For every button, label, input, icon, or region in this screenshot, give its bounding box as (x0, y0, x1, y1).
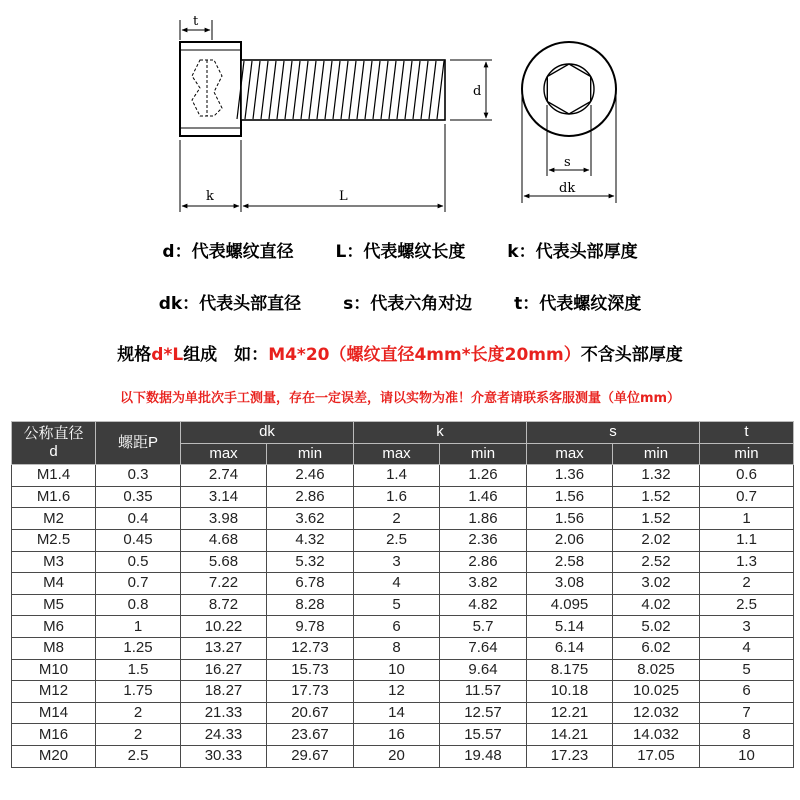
cell-pitch: 0.45 (96, 529, 181, 551)
screw-thread-side-view (237, 60, 445, 120)
cell-dk-min: 9.78 (267, 616, 354, 638)
table-row (12, 637, 794, 659)
cell-t-min: 1 (700, 508, 794, 530)
cell-dk-max: 4.68 (181, 529, 267, 551)
header-k-min: min (440, 443, 527, 465)
label-dk: dk (559, 181, 576, 196)
cell-dk-max: 5.68 (181, 551, 267, 573)
cell-t-min: 2.5 (700, 594, 794, 616)
header-t: t (700, 422, 794, 444)
cell-t-min: 1.3 (700, 551, 794, 573)
legend-L: L：代表螺纹长度 (335, 242, 466, 262)
cell-k-min: 2.36 (440, 529, 527, 551)
cell-dk-max: 7.22 (181, 573, 267, 595)
table-row (12, 659, 794, 681)
spec-format-line (0, 340, 800, 365)
cell-dk-max: 2.74 (181, 465, 267, 487)
table-row (12, 702, 794, 724)
cell-dk-min: 29.67 (267, 745, 354, 767)
cell-dk-max: 16.27 (181, 659, 267, 681)
cell-size: M8 (12, 637, 96, 659)
cell-size: M20 (12, 745, 96, 767)
cell-size: M14 (12, 702, 96, 724)
cell-pitch: 0.3 (96, 465, 181, 487)
cell-s-min: 10.025 (613, 681, 700, 703)
screw-head-side-view (180, 42, 241, 136)
header-size-top: 公称直径 (23, 425, 84, 443)
cell-dk-max: 3.98 (181, 508, 267, 530)
cell-size: M2.5 (12, 529, 96, 551)
cell-s-min: 1.52 (613, 508, 700, 530)
cell-s-min: 5.02 (613, 616, 700, 638)
cell-k-max: 10 (354, 659, 440, 681)
screw-dimension-diagram (0, 0, 800, 225)
cell-k-min: 7.64 (440, 637, 527, 659)
cell-size: M12 (12, 681, 96, 703)
cell-dk-min: 17.73 (267, 681, 354, 703)
header-size-bottom: d (49, 443, 58, 461)
cell-s-max: 1.56 (527, 508, 613, 530)
cell-k-min: 5.7 (440, 616, 527, 638)
header-k: k (354, 422, 527, 444)
cell-size: M2 (12, 508, 96, 530)
cell-dk-min: 4.32 (267, 529, 354, 551)
cell-dk-min: 5.32 (267, 551, 354, 573)
table-row (12, 724, 794, 746)
cell-k-min: 1.46 (440, 486, 527, 508)
header-size (12, 422, 96, 465)
cell-t-min: 5 (700, 659, 794, 681)
cell-t-min: 8 (700, 724, 794, 746)
cell-k-min: 2.86 (440, 551, 527, 573)
cell-pitch: 1.25 (96, 637, 181, 659)
cell-pitch: 1.75 (96, 681, 181, 703)
cell-dk-max: 24.33 (181, 724, 267, 746)
cell-dk-max: 30.33 (181, 745, 267, 767)
cell-s-min: 1.32 (613, 465, 700, 487)
table-row (12, 594, 794, 616)
table-row (12, 681, 794, 703)
spec-formula: d*L (151, 345, 184, 365)
cell-size: M10 (12, 659, 96, 681)
cell-k-min: 9.64 (440, 659, 527, 681)
cell-k-max: 1.6 (354, 486, 440, 508)
cell-k-max: 5 (354, 594, 440, 616)
cell-k-min: 11.57 (440, 681, 527, 703)
cell-s-max: 14.21 (527, 724, 613, 746)
cell-s-min: 17.05 (613, 745, 700, 767)
cell-dk-min: 3.62 (267, 508, 354, 530)
cell-dk-max: 8.72 (181, 594, 267, 616)
cell-pitch: 0.35 (96, 486, 181, 508)
spec-example: M4*20（螺纹直径4mm*长度20mm） (268, 345, 581, 365)
cell-s-min: 2.52 (613, 551, 700, 573)
cell-t-min: 2 (700, 573, 794, 595)
table-row (12, 551, 794, 573)
header-t-min: min (700, 443, 794, 465)
cell-pitch: 0.7 (96, 573, 181, 595)
table-row (12, 529, 794, 551)
cell-t-min: 6 (700, 681, 794, 703)
cell-s-max: 3.08 (527, 573, 613, 595)
legend-dk: dk：代表头部直径 (158, 294, 302, 314)
spec-prefix: 规格 (117, 345, 152, 365)
label-L: L (339, 189, 348, 204)
cell-s-min: 6.02 (613, 637, 700, 659)
cell-s-max: 1.56 (527, 486, 613, 508)
cell-s-min: 14.032 (613, 724, 700, 746)
cell-k-max: 12 (354, 681, 440, 703)
cell-dk-min: 15.73 (267, 659, 354, 681)
cell-s-max: 1.36 (527, 465, 613, 487)
cell-k-min: 1.26 (440, 465, 527, 487)
cell-s-min: 4.02 (613, 594, 700, 616)
header-dk-max: max (181, 443, 267, 465)
spec-table-body (12, 465, 794, 767)
cell-k-max: 2 (354, 508, 440, 530)
label-d: d (473, 84, 482, 99)
label-t: t (193, 14, 199, 29)
cell-k-max: 16 (354, 724, 440, 746)
cell-dk-min: 20.67 (267, 702, 354, 724)
header-dk-min: min (267, 443, 354, 465)
spec-table (11, 421, 794, 768)
cell-s-max: 6.14 (527, 637, 613, 659)
table-row (12, 573, 794, 595)
legend-d: d：代表螺纹直径 (162, 242, 294, 262)
table-row (12, 616, 794, 638)
cell-size: M1.6 (12, 486, 96, 508)
cell-k-min: 4.82 (440, 594, 527, 616)
cell-t-min: 7 (700, 702, 794, 724)
cell-s-max: 2.06 (527, 529, 613, 551)
cell-k-max: 8 (354, 637, 440, 659)
header-s: s (527, 422, 700, 444)
cell-dk-min: 6.78 (267, 573, 354, 595)
cell-size: M6 (12, 616, 96, 638)
legend-k: k：代表头部厚度 (507, 242, 638, 262)
table-row (12, 486, 794, 508)
cell-k-max: 3 (354, 551, 440, 573)
cell-t-min: 3 (700, 616, 794, 638)
header-s-max: max (527, 443, 613, 465)
header-dk: dk (181, 422, 354, 444)
cell-s-max: 5.14 (527, 616, 613, 638)
cell-k-min: 3.82 (440, 573, 527, 595)
legend-s: s：代表六角对边 (343, 294, 473, 314)
spec-mid: 组成 如： (183, 345, 269, 365)
cell-s-max: 12.21 (527, 702, 613, 724)
cell-s-min: 3.02 (613, 573, 700, 595)
legend-row-2 (0, 289, 800, 314)
cell-k-max: 6 (354, 616, 440, 638)
cell-s-min: 1.52 (613, 486, 700, 508)
cell-pitch: 2 (96, 724, 181, 746)
cell-s-max: 17.23 (527, 745, 613, 767)
legend-row-1 (0, 237, 800, 262)
cell-dk-min: 2.86 (267, 486, 354, 508)
cell-pitch: 1.5 (96, 659, 181, 681)
cell-t-min: 0.7 (700, 486, 794, 508)
cell-pitch: 2.5 (96, 745, 181, 767)
cell-t-min: 1.1 (700, 529, 794, 551)
cell-dk-max: 3.14 (181, 486, 267, 508)
cell-size: M3 (12, 551, 96, 573)
cell-size: M5 (12, 594, 96, 616)
cell-pitch: 0.5 (96, 551, 181, 573)
cell-size: M4 (12, 573, 96, 595)
cell-k-max: 20 (354, 745, 440, 767)
cell-dk-max: 21.33 (181, 702, 267, 724)
table-row (12, 465, 794, 487)
cell-dk-min: 12.73 (267, 637, 354, 659)
cell-dk-min: 8.28 (267, 594, 354, 616)
header-pitch: 螺距P (96, 422, 181, 465)
cell-t-min: 10 (700, 745, 794, 767)
measurement-notice: 以下数据为单批次手工测量，存在一定误差，请以实物为准！介意者请联系客服测量（单位mm） (119, 391, 681, 406)
cell-dk-max: 13.27 (181, 637, 267, 659)
spec-suffix: 不含头部厚度 (580, 345, 683, 365)
cell-k-min: 1.86 (440, 508, 527, 530)
cell-dk-min: 23.67 (267, 724, 354, 746)
cell-s-min: 2.02 (613, 529, 700, 551)
cell-pitch: 0.4 (96, 508, 181, 530)
cell-s-max: 2.58 (527, 551, 613, 573)
cell-s-min: 12.032 (613, 702, 700, 724)
cell-k-max: 4 (354, 573, 440, 595)
cell-k-min: 19.48 (440, 745, 527, 767)
cell-size: M16 (12, 724, 96, 746)
table-row (12, 508, 794, 530)
cell-t-min: 4 (700, 637, 794, 659)
table-row (12, 745, 794, 767)
cell-s-max: 10.18 (527, 681, 613, 703)
cell-k-min: 15.57 (440, 724, 527, 746)
cell-k-max: 14 (354, 702, 440, 724)
header-k-max: max (354, 443, 440, 465)
label-k: k (206, 189, 214, 204)
cell-t-min: 0.6 (700, 465, 794, 487)
cell-k-max: 2.5 (354, 529, 440, 551)
cell-s-max: 8.175 (527, 659, 613, 681)
cell-k-min: 12.57 (440, 702, 527, 724)
screw-head-front-view (522, 42, 616, 136)
cell-pitch: 2 (96, 702, 181, 724)
header-s-min: min (613, 443, 700, 465)
cell-pitch: 0.8 (96, 594, 181, 616)
label-s: s (564, 155, 571, 170)
cell-dk-max: 18.27 (181, 681, 267, 703)
cell-s-min: 8.025 (613, 659, 700, 681)
cell-size: M1.4 (12, 465, 96, 487)
cell-dk-min: 2.46 (267, 465, 354, 487)
cell-pitch: 1 (96, 616, 181, 638)
legend-t: t：代表螺纹深度 (514, 294, 642, 314)
cell-dk-max: 10.22 (181, 616, 267, 638)
cell-k-max: 1.4 (354, 465, 440, 487)
cell-s-max: 4.095 (527, 594, 613, 616)
